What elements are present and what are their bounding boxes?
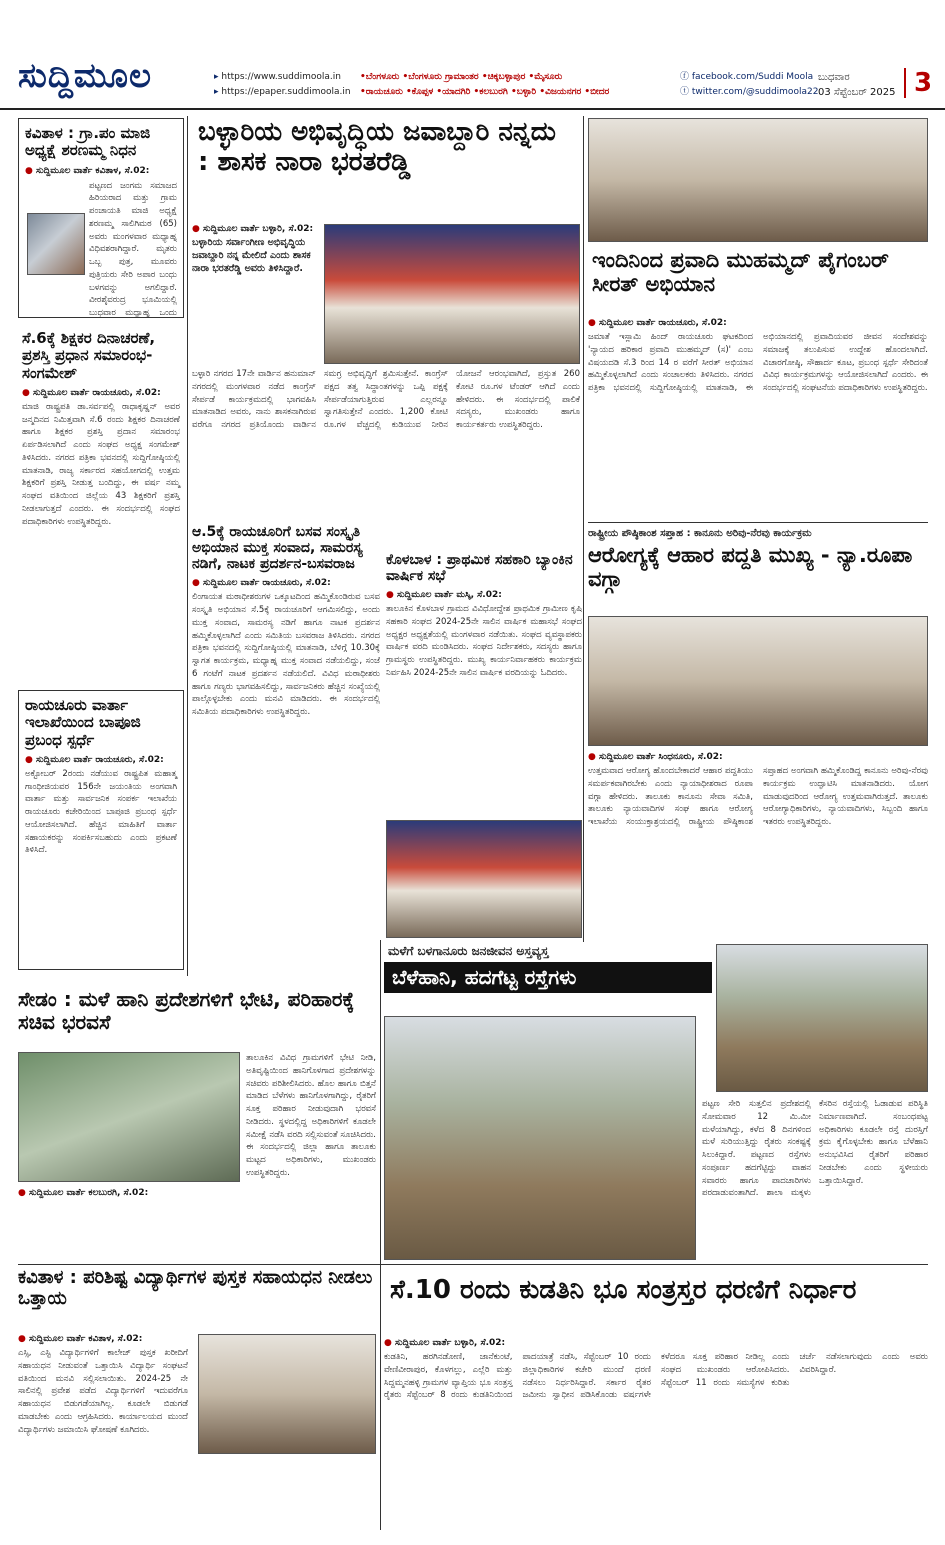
article-headline: ಸೆ.6ಕ್ಕೆ ಶಿಕ್ಷಕರ ದಿನಾಚರಣೆ, ಪ್ರಶಸ್ತಿ ಪ್ರಧಾನ ಸಮಾರಂಭ- ಸಂಗಮೇಶ್ xyxy=(22,329,156,382)
facebook-link[interactable]: facebook.com/Suddi Moola xyxy=(691,72,814,82)
article-headline: ಸೆ.10 ರಂದು ಕುಡತಿನಿ ಭೂ ಸಂತ್ರಸ್ತರ ಧರಣಿಗೆ ನಿರ್ಧಾರ xyxy=(390,1275,857,1305)
page-number: 3 xyxy=(904,68,932,98)
edition-cities-line: •ರಾಯಚೂರು •ಕೊಪ್ಪಳ •ಯಾದಗಿರಿ •ಕಲಬುರಗಿ •ಬಳ್ಳಾರಿ •ವಿಜಯನಗರ •ಬೀದರ xyxy=(360,87,610,97)
article-byline: ● ಸುದ್ದಿಮೂಲ ವಾರ್ತೆ ರಾಯಚೂರು, ಸೆ.02: xyxy=(22,388,180,398)
facebook-icon: ⓕ xyxy=(680,72,692,82)
article-byline: ● ಸುದ್ದಿಮೂಲ ವಾರ್ತೆ ಮಸ್ಕಿ, ಸೆ.02: xyxy=(386,590,582,600)
article-body: ಕುಡತಿನಿ, ಹರಗಿನಡೋಣಿ, ಜಾನೆಕುಂಟೆ, ವೇಣಿವೀರಾಪುರ, ಕೊಳಗಲ್ಲು, ಎಲ್ಲೆರಿ ಮತ್ತು ಸಿದ್ದಮ್ಮನಹಳ್ಳಿ ಗ್ರಾಮಗಳ ವ್ಯಾಪ್ತಿಯ ಭೂ ಸಂತ್ರಸ್ತ ರೈತರು ಸೆಪ್ಟೆಂಬರ್ 8 ರಂದು ಕುಡತಿನಿಯಿಂದ ಪಾದಯಾತ್ರೆ ನಡೆಸಿ, ಸೆಪ್ಟೆಂಬರ್ 10 ರಂದು ಜಿಲ್ಲಾಧಿಕಾರಿಗಳ ಕಚೇರಿ ಮುಂದೆ ಧರಣಿ ನಡೆಸಲು ನಿರ್ಧರಿಸಿದ್ದಾರೆ. ಸರ್ಕಾರ ರೈತರ ಜಮೀನು ಸ್ವಾಧೀನ ಪಡಿಸಿಕೊಂಡು ವರ್ಷಗಳೇ ಕಳೆದರೂ ಸೂಕ್ತ ಪರಿಹಾರ ನೀಡಿಲ್ಲ ಎಂದು ಸಂಘದ ಮುಖಂಡರು ಆರೋಪಿಸಿದರು. ಸೆಪ್ಟೆಂಬರ್ 11 ರಂದು ಸಮಸ್ಯೆಗಳ ಕುರಿತು ಚರ್ಚೆ ನಡೆಸಲಾಗುವುದು ಎಂದು ಅವರು ವಿವರಿಸಿದ್ದಾರೆ. xyxy=(384,1352,928,1401)
article-body: ಮಾಜಿ ರಾಷ್ಟ್ರಪತಿ ಡಾ.ಸರ್ವಪಲ್ಲಿ ರಾಧಾಕೃಷ್ಣನ್ ಅವರ ಜನ್ಮದಿನದ ನಿಮಿತ್ತವಾಗಿ ಸೆ.6 ರಂದು ಶಿಕ್ಷಕರ ದಿನಾಚರಣೆ ಹಾಗೂ ಶಿಕ್ಷಕರ ಪ್ರಶಸ್ತಿ ಪ್ರದಾನ ಸಮಾರಂಭ ಏರ್ಪಡಿಸಲಾಗಿದೆ ಎಂದು ಸಂಘದ ಅಧ್ಯಕ್ಷ ಸಂಗಮೇಶ್ ತಿಳಿಸಿದರು. ನಗರದ ಪತ್ರಿಕಾ ಭವನದಲ್ಲಿ ಸುದ್ದಿಗೋಷ್ಠಿಯಲ್ಲಿ ಮಾತನಾಡಿ, ರಾಜ್ಯ ಸರ್ಕಾರದ ಸಹಯೋಗದಲ್ಲಿ ಉತ್ತಮ ಶಿಕ್ಷಕರಿಗೆ ಪ್ರಶಸ್ತಿ ನೀಡುತ್ತ ಬಂದಿದ್ದು, ಈ ವರ್ಷ ನಮ್ಮ ಸಂಘದ ವತಿಯಿಂದ ಜಿಲ್ಲೆಯ 43 ಶಿಕ್ಷಕರಿಗೆ ಪ್ರಶಸ್ತಿ ನೀಡಲಾಗುತ್ತದೆ ಎಂದರು. ಈ ಸಂದರ್ಭದಲ್ಲಿ ಸಂಘದ ಪದಾಧಿಕಾರಿಗಳು ಉಪಸ್ಥಿತರಿದ್ದರು. xyxy=(22,401,180,527)
article-body: ಎಸ್ಸಿ, ಎಸ್ಟಿ ವಿದ್ಯಾರ್ಥಿಗಳಿಗೆ ಕಾಲೇಜ್ ಪುಸ್ತಕ ಖರೀದಿಗೆ ಸಹಾಯಧನ ನೀಡುವಂತೆ ಒತ್ತಾಯಿಸಿ ವಿದ್ಯಾರ್ಥಿ ಸಂಘಟನೆ ವತಿಯಿಂದ ಮನವಿ ಸಲ್ಲಿಸಲಾಯಿತು. 2024-25 ನೇ ಸಾಲಿನಲ್ಲಿ ಪ್ರವೇಶ ಪಡೆದ ವಿದ್ಯಾರ್ಥಿಗಳಿಗೆ ಇದುವರೆಗೂ ಸಹಾಯಧನ ಬಿಡುಗಡೆಯಾಗಿಲ್ಲ. ಕೂಡಲೇ ಬಿಡುಗಡೆ ಮಾಡಬೇಕು ಎಂದು ಆಗ್ರಹಿಸಿದರು. ಕಾರ್ಯಾಲಯದ ಮುಂದೆ ವಿದ್ಯಾರ್ಥಿಗಳು ಜಮಾಯಿಸಿ ಘೋಷಣೆ ಕೂಗಿದರು. xyxy=(18,1348,188,1435)
article-headline: ಬೆಳೆಹಾನಿ, ಹದಗೆಟ್ಟ ರಸ್ತೆಗಳು xyxy=(384,962,712,993)
article-body: ತಾಲೂಕಿನ ವಿವಿಧ ಗ್ರಾಮಗಳಿಗೆ ಭೇಟಿ ನೀಡಿ, ಅತಿವೃಷ್ಟಿಯಿಂದ ಹಾನಿಗೊಳಗಾದ ಪ್ರದೇಶಗಳನ್ನು ಸಚಿವರು ಪರಿಶೀಲಿಸಿದರು. ಹೊಲ ಹಾಗೂ ಬಿತ್ತನೆ ಮಾಡಿದ ಬೆಳೆಗಳು ಹಾನಿಗೊಳಗಾಗಿದ್ದು, ರೈತರಿಗೆ ಸೂಕ್ತ ಪರಿಹಾರ ನೀಡುವುದಾಗಿ ಭರವಸೆ ನೀಡಿದರು. ಸ್ಥಳದಲ್ಲಿದ್ದ ಅಧಿಕಾರಿಗಳಿಗೆ ಕೂಡಲೇ ಸಮೀಕ್ಷೆ ನಡೆಸಿ ವರದಿ ಸಲ್ಲಿಸುವಂತೆ ಸೂಚಿಸಿದರು. ಈ ಸಂದರ್ಭದಲ್ಲಿ ಜಿಲ್ಲಾ ಹಾಗೂ ತಾಲೂಕು ಮಟ್ಟದ ಅಧಿಕಾರಿಗಳು, ಮುಖಂಡರು ಉಪಸ್ಥಿತರಿದ್ದರು. xyxy=(246,1053,376,1178)
article-headline: ಆರೋಗ್ಯಕ್ಕೆ ಆಹಾರ ಪದ್ದತಿ ಮುಖ್ಯ - ನ್ಯಾ.ರೂಪಾ ವಗ್ಗಾ xyxy=(588,543,913,592)
edition-cities-line: •ಬೆಂಗಳೂರು •ಬೆಂಗಳೂರು ಗ್ರಾಮಾಂತರ •ಚಿಕ್ಕಬಳ್ಳಾಪುರ •ಮೈಸೂರು xyxy=(360,72,563,82)
article-basava xyxy=(192,524,380,944)
website-links xyxy=(214,70,351,100)
article-body: ಲಿಂಗಾಯತ ಮಠಾಧೀಶರುಗಳ ಒಕ್ಕೂಟದಿಂದ ಹಮ್ಮಿಕೊಂಡಿರುವ ಬಸವ ಸಂಸ್ಕೃತಿ ಅಭಿಯಾನ ಸೆ.5ಕ್ಕೆ ರಾಯಚೂರಿಗೆ ಆಗಮಿಸಲಿದ್ದು, ಅಂದು ಮುಕ್ತ ಸಂವಾದ, ಸಾಮರಸ್ಯ ನಡಿಗೆ ಹಾಗೂ ನಾಟಕ ಪ್ರದರ್ಶನ ಹಮ್ಮಿಕೊಳ್ಳಲಾಗಿದೆ ಎಂದು ಸಮಿತಿಯ ಬಸವರಾಜ ತಿಳಿಸಿದರು. ನಗರದ ಪತ್ರಿಕಾ ಭವನದಲ್ಲಿ ಸುದ್ದಿಗೋಷ್ಠಿಯಲ್ಲಿ ಮಾತನಾಡಿ, ಬೆಳಿಗ್ಗೆ 10.30ಕ್ಕೆ ಸ್ವಾಗತ ಕಾರ್ಯಕ್ರಮ, ಮಧ್ಯಾಹ್ನ ಮುಕ್ತ ಸಂವಾದ ನಡೆಯಲಿದ್ದು, ಸಂಜೆ 6 ಗಂಟೆಗೆ ನಾಟಕ ಪ್ರದರ್ಶನ ನಡೆಯಲಿದೆ. ವಿವಿಧ ಮಠಾಧೀಶರು ಹಾಗೂ ಗಣ್ಯರು ಭಾಗವಹಿಸಲಿದ್ದು, ಸಾರ್ವಜನಿಕರು ಹೆಚ್ಚಿನ ಸಂಖ್ಯೆಯಲ್ಲಿ ಪಾಲ್ಗೊಳ್ಳಬೇಕು ಎಂದು ಮನವಿ ಮಾಡಿದರು. ಈ ಸಂದರ್ಭದಲ್ಲಿ ಸಮಿತಿಯ ಪದಾಧಿಕಾರಿಗಳು ಉಪಸ್ಥಿತರಿದ್ದರು. xyxy=(192,592,380,718)
lead-photo xyxy=(324,224,580,364)
lead-headline: ಬಳ್ಳಾರಿಯ ಅಭಿವೃದ್ಧಿಯ ಜವಾಬ್ದಾರಿ ನನ್ನದು : ಶಾಸಕ ನಾರಾ ಭರತರೆಡ್ಡಿ xyxy=(198,117,556,177)
article-body: ಬಳ್ಳಾರಿ ನಗರದ 17ನೇ ವಾರ್ಡಿನ ಹನುಮಾನ್ ನಗರದಲ್ಲಿ ಮಂಗಳವಾರ ನಡೆದ ಕಾಂಗ್ರೆಸ್ ಸೇರ್ಪಡೆ ಕಾರ್ಯಕ್ರಮದಲ್ಲಿ ಭಾಗವಹಿಸಿ ಮಾತನಾಡಿದ ಅವರು, ನಾನು ಶಾಸಕನಾಗಿರುವ ವರೆಗೂ ನಗರದ ಪ್ರತಿಯೊಂದು ವಾರ್ಡಿನ ಸಮಗ್ರ ಅಭಿವೃದ್ಧಿಗೆ ಶ್ರಮಿಸುತ್ತೇನೆ. ಕಾಂಗ್ರೆಸ್ ಪಕ್ಷದ ತತ್ವ ಸಿದ್ಧಾಂತಗಳನ್ನು ಒಪ್ಪಿ ಪಕ್ಷಕ್ಕೆ ಸೇರ್ಪಡೆಯಾಗುತ್ತಿರುವ ಎಲ್ಲರನ್ನೂ ಸ್ವಾಗತಿಸುತ್ತೇನೆ ಎಂದರು. 1,200 ಕೋಟಿ ರೂ.ಗಳ ವೆಚ್ಚದಲ್ಲಿ ಕುಡಿಯುವ ನೀರಿನ ಯೋಜನೆ ಆರಂಭವಾಗಿದೆ, ಪ್ರಸ್ತುತ 260 ಕೋಟಿ ರೂ.ಗಳ ಟೆಂಡರ್ ಆಗಿದೆ ಎಂದು ಹೇಳಿದರು. ಈ ಸಂದರ್ಭದಲ್ಲಿ ಪಾಲಿಕೆ ಸದಸ್ಯರು, ಮುಖಂಡರು ಹಾಗೂ ಕಾರ್ಯಕರ್ತರು ಉಪಸ್ಥಿತರಿದ್ದರು. xyxy=(192,369,580,430)
social-links xyxy=(680,70,818,100)
article-kicker: ಮಳೆಗೆ ಬಳಗಾನೂರು ಜನಜೀವನ ಅಸ್ತವ್ಯಸ್ತ xyxy=(388,944,549,958)
article-headline: ಸೇಡಂ : ಮಳೆ ಹಾನಿ ಪ್ರದೇಶಗಳಿಗೆ ಭೇಟಿ, ಪರಿಹಾರಕ್ಕೆ ಸಚಿವ ಭರವಸೆ xyxy=(18,988,355,1034)
issue-day: ಬುಧವಾರ xyxy=(818,72,850,83)
article-byline: ● ಸುದ್ದಿಮೂಲ ವಾರ್ತೆ ಕವಿತಾಳ, ಸೆ.02: xyxy=(25,166,177,176)
article-seerat xyxy=(588,118,928,518)
article-byline: ● ಸುದ್ದಿಮೂಲ ವಾರ್ತೆ ಕವಿತಾಳ, ಸೆ.02: xyxy=(18,1334,188,1344)
seerat-photo xyxy=(588,118,928,242)
article-essay-contest xyxy=(18,690,184,970)
epaper-link[interactable]: ▸ https://epaper.suddimoola.in xyxy=(214,85,351,100)
article-byline: ● ಸುದ್ದಿಮೂಲ ವಾರ್ತೆ ಬಳ್ಳಾರಿ, ಸೆ.02: xyxy=(384,1338,928,1348)
article-body: ಪಟ್ಟಣದ ಜಂಗಮ ಸಮಾಜದ ಹಿರಿಯರಾದ ಮತ್ತು ಗ್ರಾಮ ಪಂಚಾಯತಿ ಮಾಜಿ ಅಧ್ಯಕ್ಷೆ ಶರಣಮ್ಮ ಸಾಲಿಗಿಮಠ (65) ಅವರು ಮಂಗಳವಾರ ಮಧ್ಯಾಹ್ನ ವಿಧಿವಶರಾಗಿದ್ದಾರೆ. ಮೃತರು ಒಬ್ಬ ಪುತ್ರ, ಮೂವರು ಪುತ್ರಿಯರು ಸೇರಿ ಅಪಾರ ಬಂಧು ಬಳಗವನ್ನು ಅಗಲಿದ್ದಾರೆ. ವೀರಶೈವರುದ್ರ ಭೂಮಿಯಲ್ಲಿ ಬುಧವಾರ ಮಧ್ಯಾಹ್ನ ಒಂದು xyxy=(89,180,177,318)
lead-kicker: ಬಳ್ಳಾರಿಯ ಸರ್ವಾಂಗೀಣ ಅಭಿವೃದ್ಧಿಯ ಜವಾಬ್ದಾರಿ ನನ್ನ ಮೇಲಿದೆ ಎಂದು ಶಾಸಕ ನಾರಾ ಭರತರೆಡ್ಡಿ ಅವರು ತಿಳಿಸಿದ್ದಾರೆ. xyxy=(192,237,311,274)
article-headline: ಕವಿತಾಳ : ಗ್ರಾ.ಪಂ ಮಾಜಿ ಅಧ್ಯಕ್ಷೆ ಶರಣಮ್ಮ ನಿಧನ xyxy=(25,124,151,160)
article-byline: ● ಸುದ್ದಿಮೂಲ ವಾರ್ತೆ ರಾಯಚೂರು, ಸೆ.02: xyxy=(192,578,380,588)
article-headline: ಇಂದಿನಿಂದ ಪ್ರವಾದಿ ಮುಹಮ್ಮದ್ ಪೈಗಂಬರ್ ಸೀರತ್ ಅಭಿಯಾನ xyxy=(592,248,889,297)
crop-damage-photo xyxy=(18,1052,240,1182)
article-headline: ರಾಯಚೂರು ವಾರ್ತಾ ಇಲಾಖೆಯಿಂದ ಬಾಪೂಜಿ ಪ್ರಬಂಧ ಸ್ಪರ್ಧೆ xyxy=(25,696,141,749)
article-lead-ballari xyxy=(192,116,580,516)
website-link[interactable]: ▸ https://www.suddimoola.in xyxy=(214,70,351,85)
article-headline: ಕೊಳಬಾಳ : ಪ್ರಾಥಮಿಕ ಸಹಕಾರಿ ಬ್ಯಾಂಕಿನ ವಾರ್ಷಿಕ ಸಭೆ xyxy=(386,552,573,585)
nutrition-photo xyxy=(588,616,928,746)
article-body: ಉತ್ತಮವಾದ ಆರೋಗ್ಯ ಹೊಂದಬೇಕಾದರೆ ಆಹಾರ ಪದ್ದತಿಯು ಸಮರ್ಪಕವಾಗಿರಬೇಕು ಎಂದು ನ್ಯಾಯಾಧೀಶರಾದ ರೂಪಾ ವಗ್ಗಾ ಹೇಳಿದರು. ತಾಲೂಕು ಕಾನೂನು ಸೇವಾ ಸಮಿತಿ, ತಾಲೂಕು ನ್ಯಾಯವಾದಿಗಳ ಸಂಘ ಹಾಗೂ ಆರೋಗ್ಯ ಇಲಾಖೆಯ ಸಂಯುಕ್ತಾಶ್ರಯದಲ್ಲಿ ರಾಷ್ಟ್ರೀಯ ಪೌಷ್ಠಿಕಾಂಶ ಸಪ್ತಾಹದ ಅಂಗವಾಗಿ ಹಮ್ಮಿಕೊಂಡಿದ್ದ ಕಾನೂನು ಅರಿವು-ನೆರವು ಕಾರ್ಯಕ್ರಮ ಉದ್ಘಾಟಿಸಿ ಮಾತನಾಡಿದರು. ಯೋಗ ಮಾಡುವುದರಿಂದ ಆರೋಗ್ಯ ಉತ್ತಮವಾಗಿರುತ್ತದೆ. ತಾಲೂಕು ಆರೋಗ್ಯಾಧಿಕಾರಿಗಳು, ನ್ಯಾಯವಾದಿಗಳು, ಸಿಬ್ಬಂದಿ ಹಾಗೂ ಇತರರು ಉಪಸ್ಥಿತರಿದ್ದರು. xyxy=(588,766,928,827)
article-body: ಜಮಾತೆ ಇಸ್ಲಾಮಿ ಹಿಂದ್ ರಾಯಚೂರು ಘಟಕದಿಂದ 'ನ್ಯಾಯದ ಹರಿಕಾರ ಪ್ರವಾದಿ ಮುಹಮ್ಮದ್ (ಸ)' ಎಂಬ ವಿಷಯದಡಿ ಸೆ.3 ರಿಂದ 14 ರ ವರೆಗೆ ಸೀರತ್ ಅಭಿಯಾನ ಹಮ್ಮಿಕೊಳ್ಳಲಾಗಿದೆ ಎಂದು ಸಂಚಾಲಕರು ತಿಳಿಸಿದರು. ನಗರದ ಪತ್ರಿಕಾ ಭವನದಲ್ಲಿ ಸುದ್ದಿಗೋಷ್ಠಿಯಲ್ಲಿ ಮಾತನಾಡಿ, ಈ ಅಭಿಯಾನದಲ್ಲಿ ಪ್ರವಾದಿಯವರ ಜೀವನ ಸಂದೇಶವನ್ನು ಸಮಾಜಕ್ಕೆ ತಲುಪಿಸುವ ಉದ್ದೇಶ ಹೊಂದಲಾಗಿದೆ. ವಿಚಾರಗೋಷ್ಠಿ, ಸೌಹಾರ್ದ ಕೂಟ, ಪ್ರಬಂಧ ಸ್ಪರ್ಧೆ ಸೇರಿದಂತೆ ವಿವಿಧ ಕಾರ್ಯಕ್ರಮಗಳನ್ನು ಆಯೋಜಿಸಲಾಗಿದೆ ಎಂದರು. ಈ ಸಂದರ್ಭದಲ್ಲಿ ಸಂಘಟನೆಯ ಪದಾಧಿಕಾರಿಗಳು ಉಪಸ್ಥಿತರಿದ್ದರು. xyxy=(588,332,928,393)
article-kicker: ರಾಷ್ಟ್ರೀಯ ಪೌಷ್ಠಿಕಾಂಶ ಸಪ್ತಾಹ : ಕಾನೂನು ಅರಿವು-ನೆರವು ಕಾರ್ಯಕ್ರಮ xyxy=(588,528,812,539)
issue-date xyxy=(818,70,896,100)
article-headline: ಕವಿತಾಳ : ಪರಿಶಿಷ್ಟ ವಿದ್ಯಾರ್ಥಿಗಳ ಪುಸ್ತಕ ಸಹಾಯಧನ ನೀಡಲು ಒತ್ತಾಯ xyxy=(18,1268,373,1309)
article-obituary xyxy=(18,118,184,318)
article-teachers-day xyxy=(18,326,184,682)
masthead xyxy=(0,0,945,110)
article-body: ತಾಲೂಕಿನ ಕೊಳಬಾಳ ಗ್ರಾಮದ ವಿವಿಧೋದ್ದೇಶ ಪ್ರಾಥಮಿಕ ಗ್ರಾಮೀಣ ಕೃಷಿ ಸಹಕಾರಿ ಸಂಘದ 2024-25ನೇ ಸಾಲಿನ ವಾರ್ಷಿಕ ಮಹಾಸಭೆ ಸಂಘದ ಅಧ್ಯಕ್ಷರ ಅಧ್ಯಕ್ಷತೆಯಲ್ಲಿ ಮಂಗಳವಾರ ನಡೆಯಿತು. ಸಂಘದ ವ್ಯವಸ್ಥಾಪಕರು ವಾರ್ಷಿಕ ವರದಿ ಮಂಡಿಸಿದರು. ಸಂಘದ ನಿರ್ದೇಶಕರು, ಸದಸ್ಯರು ಹಾಗೂ ಗ್ರಾಮಸ್ಥರು ಉಪಸ್ಥಿತರಿದ್ದರು. ಮುಖ್ಯ ಕಾರ್ಯನಿರ್ವಾಹಕರು ಕಾರ್ಯಕ್ರಮ ನಿರ್ವಹಿಸಿ 2024-25ನೇ ಸಾಲಿನ ವಾರ್ಷಿಕ ವರದಿಯನ್ನು ಓದಿದರು. xyxy=(386,604,582,678)
memorandum-photo xyxy=(198,1334,376,1454)
newspaper-logo: ಸುದ್ದಿಮೂಲ xyxy=(18,56,152,96)
twitter-link[interactable]: twitter.com/@suddimoola22 xyxy=(691,87,819,97)
edition-cities xyxy=(360,70,670,100)
article-byline: ● ಸುದ್ದಿಮೂಲ ವಾರ್ತೆ ಕಲಬುರಗಿ, ಸೆ.02: xyxy=(18,1188,376,1198)
article-body: ಅಕ್ಟೋಬರ್ 2ರಂದು ನಡೆಯುವ ರಾಷ್ಟ್ರಪಿತ ಮಹಾತ್ಮ ಗಾಂಧೀಜಿಯವರ 156ನೇ ಜಯಂತಿಯ ಅಂಗವಾಗಿ ವಾರ್ತಾ ಮತ್ತು ಸಾರ್ವಜನಿಕ ಸಂಪರ್ಕ ಇಲಾಖೆಯ ರಾಯಚೂರು ಕಚೇರಿಯಿಂದ ಬಾಪೂಜಿ ಪ್ರಬಂಧ ಸ್ಪರ್ಧೆ ಆಯೋಜಿಸಲಾಗಿದೆ. ಹೆಚ್ಚಿನ ಮಾಹಿತಿಗೆ ವಾರ್ತಾ ಸಹಾಯಕರನ್ನು ಸಂಪರ್ಕಿಸಬಹುದು ಎಂದು ಪ್ರಕಟಣೆ ತಿಳಿಸಿದೆ. xyxy=(25,768,177,856)
article-nutrition xyxy=(588,528,928,938)
tractor-photo xyxy=(384,1016,696,1260)
muddy-road-photo xyxy=(716,944,928,1092)
article-scholarship xyxy=(18,1268,376,1530)
meeting-photo xyxy=(386,820,582,938)
article-byline: ● ಸುದ್ದಿಮೂಲ ವಾರ್ತೆ ಸಿಂಧನೂರು, ಸೆ.02: xyxy=(588,752,928,762)
article-headline: ಆ.5ಕ್ಕೆ ರಾಯಚೂರಿಗೆ ಬಸವ ಸಂಸ್ಕೃತಿ ಅಭಿಯಾನ ಮುಕ್ತ ಸಂವಾದ, ಸಾಮರಸ್ಯ ನಡಿಗೆ, ನಾಟಕ ಪ್ರದರ್ಶನ-ಬಸವರಾಜ xyxy=(192,524,363,573)
article-byline: ● ಸುದ್ದಿಮೂಲ ವಾರ್ತೆ ಬಳ್ಳಾರಿ, ಸೆ.02: xyxy=(192,224,318,234)
issue-date-text: 03 ಸೆಪ್ಟೆಂಬರ್ 2025 xyxy=(818,87,896,98)
portrait-photo xyxy=(27,213,85,275)
article-roads xyxy=(384,944,928,1260)
article-sedam xyxy=(18,988,376,1260)
article-byline: ● ಸುದ್ದಿಮೂಲ ವಾರ್ತೆ ರಾಯಚೂರು, ಸೆ.02: xyxy=(588,318,928,328)
article-kolabala xyxy=(386,552,582,940)
article-body: ಪಟ್ಟಣ ಸೇರಿ ಸುತ್ತಲಿನ ಪ್ರದೇಶದಲ್ಲಿ ಸೋಮವಾರ 12 ಮಿ.ಮೀ ಮಳೆಯಾಗಿದ್ದು, ಕಳೆದ 8 ದಿನಗಳಿಂದ ಮಳೆ ಸುರಿಯುತ್ತಿದ್ದು ರೈತರು ಸಂಕಷ್ಟಕ್ಕೆ ಸಿಲುಕಿದ್ದಾರೆ. ಪಟ್ಟಣದ ರಸ್ತೆಗಳು ಸಂಪೂರ್ಣ ಹದಗೆಟ್ಟಿದ್ದು ವಾಹನ ಸವಾರರು ಹಾಗೂ ಪಾದಚಾರಿಗಳು ಪರದಾಡುವಂತಾಗಿದೆ. ಶಾಲಾ ಮಕ್ಕಳು ಕೆಸರಿನ ರಸ್ತೆಯಲ್ಲಿ ಓಡಾಡುವ ಪರಿಸ್ಥಿತಿ ನಿರ್ಮಾಣವಾಗಿದೆ. ಸಂಬಂಧಪಟ್ಟ ಅಧಿಕಾರಿಗಳು ಕೂಡಲೇ ರಸ್ತೆ ದುರಸ್ತಿಗೆ ಕ್ರಮ ಕೈಗೊಳ್ಳಬೇಕು ಹಾಗೂ ಬೆಳೆಹಾನಿ ಅನುಭವಿಸಿದ ರೈತರಿಗೆ ಪರಿಹಾರ ನೀಡಬೇಕು ಎಂದು ಸ್ಥಳೀಯರು ಒತ್ತಾಯಿಸಿದ್ದಾರೆ. xyxy=(702,1099,928,1199)
article-byline: ● ಸುದ್ದಿಮೂಲ ವಾರ್ತೆ ರಾಯಚೂರು, ಸೆ.02: xyxy=(25,755,177,765)
twitter-icon: ⓣ xyxy=(680,87,692,97)
article-kudatini xyxy=(384,1268,928,1530)
